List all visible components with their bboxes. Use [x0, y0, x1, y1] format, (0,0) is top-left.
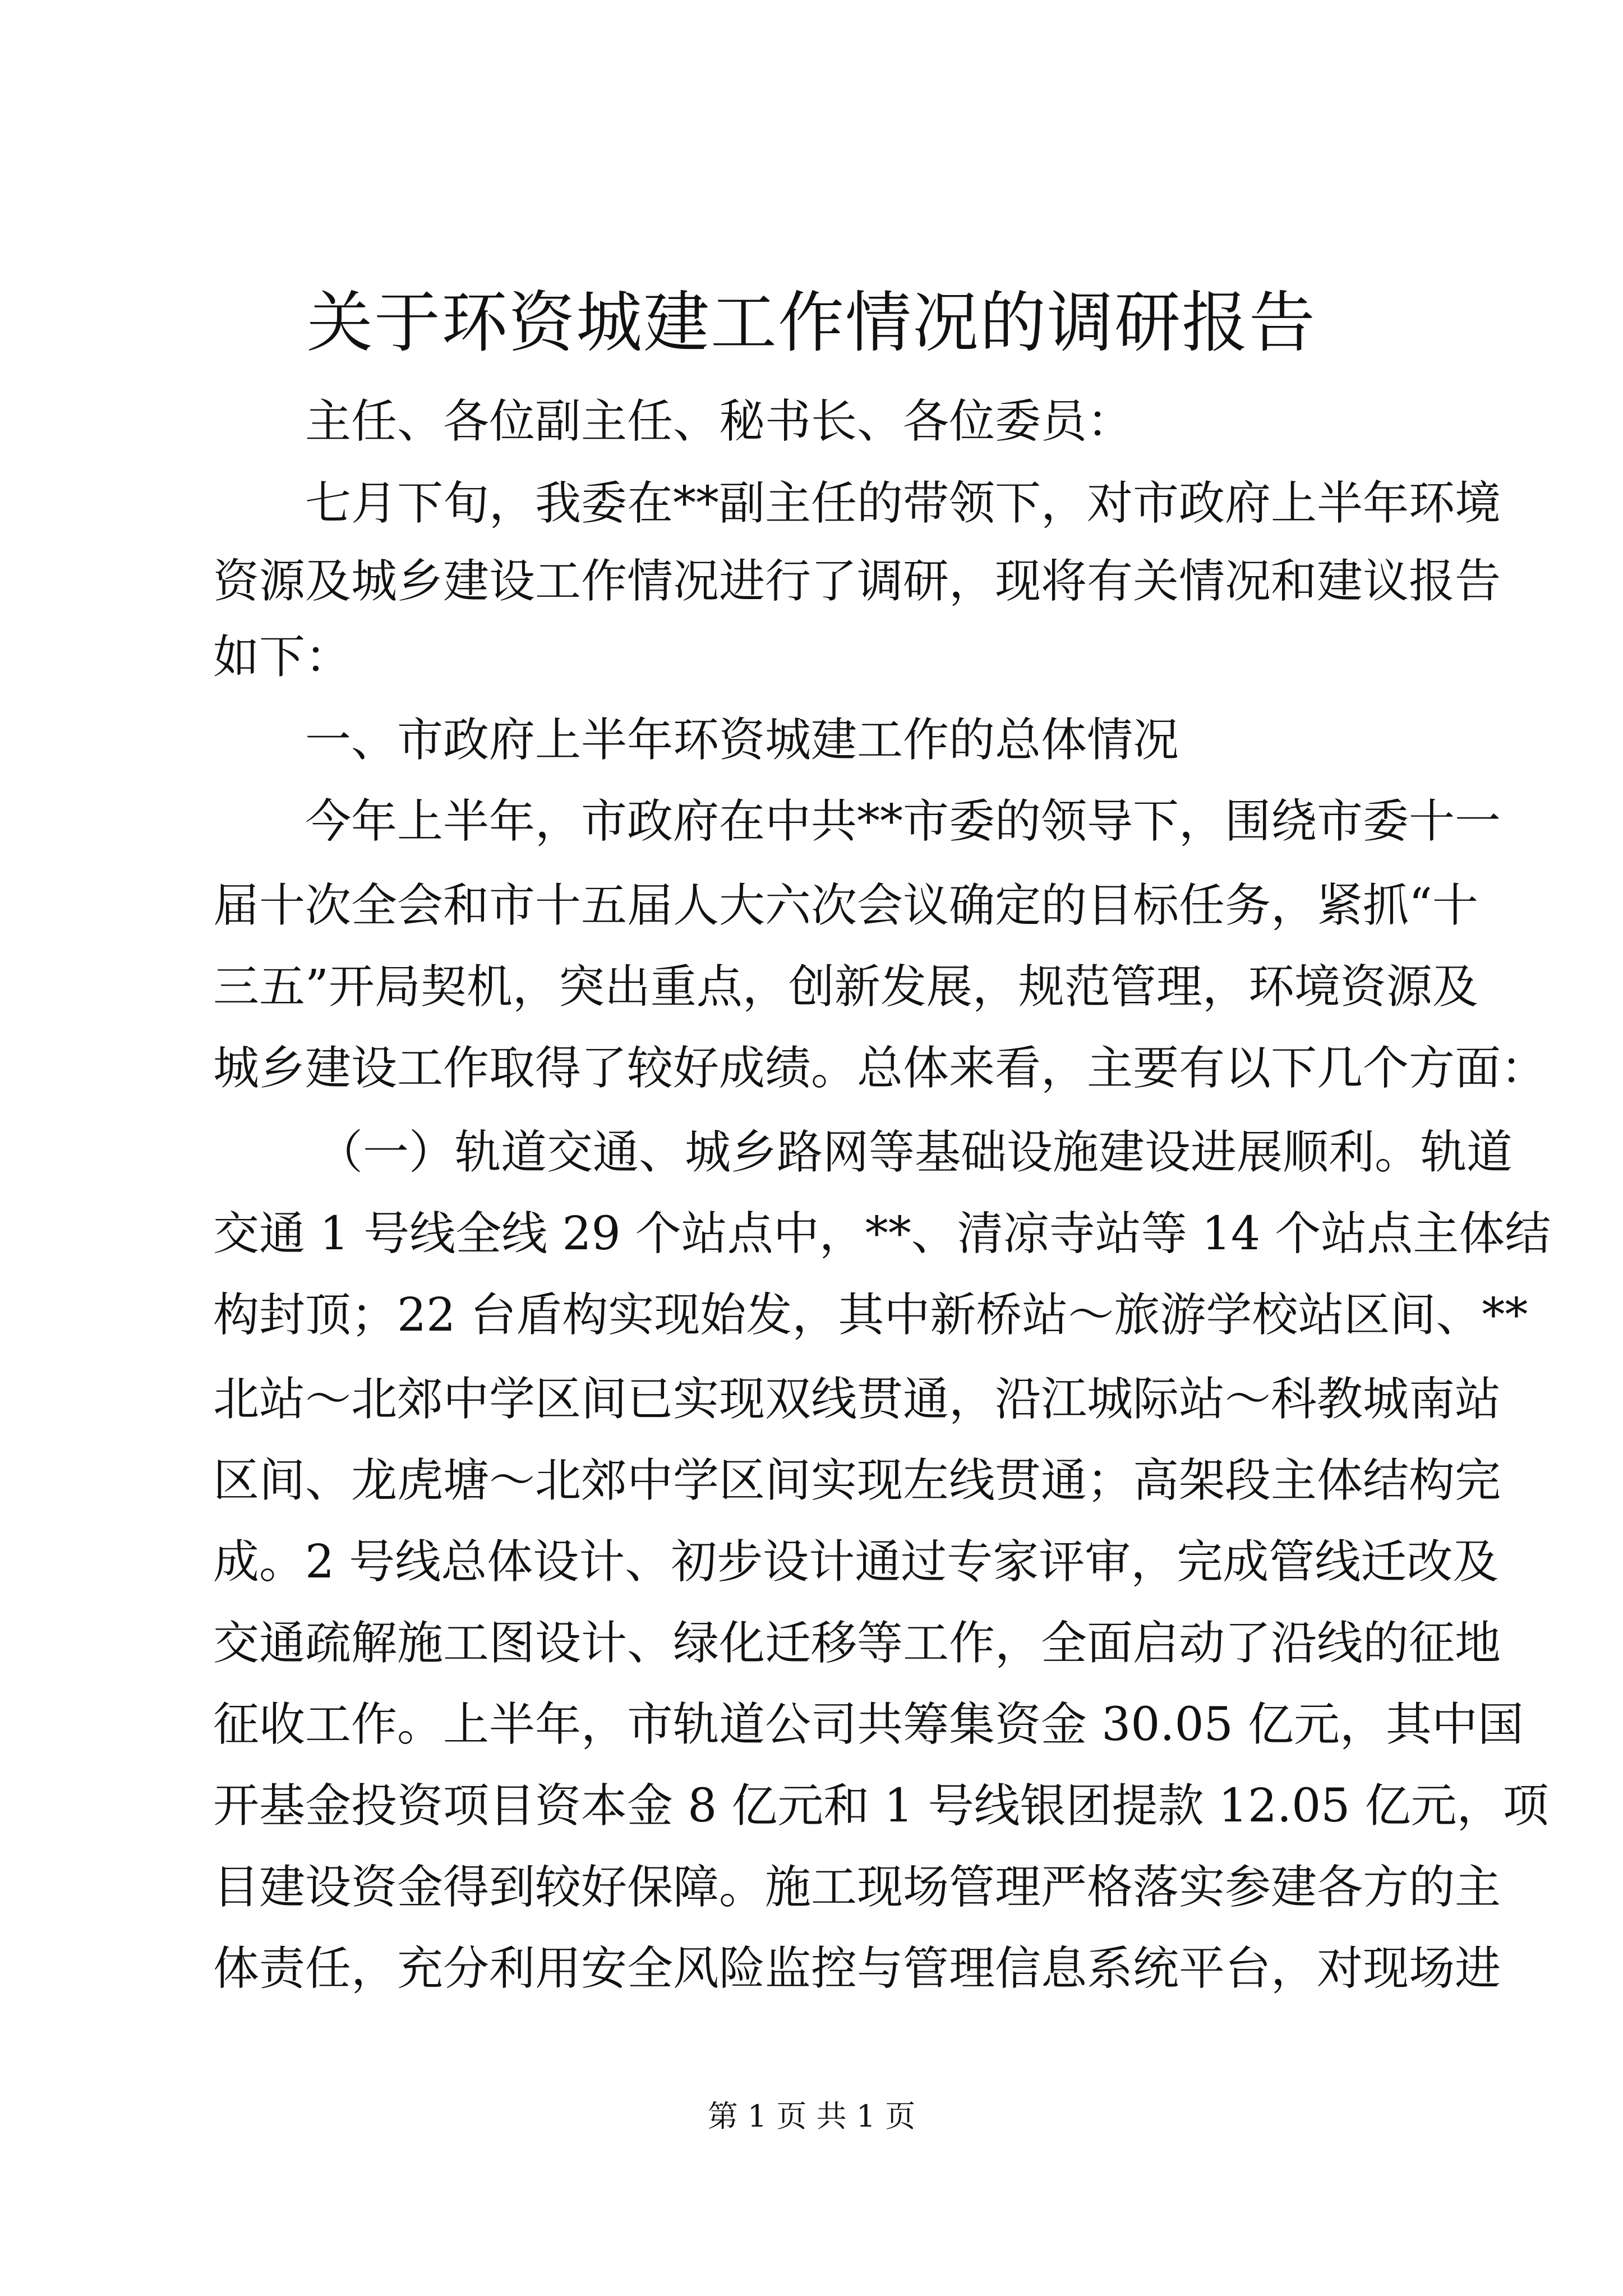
body-line: 七月下旬，我委在**副主任的带领下，对市政府上半年环境	[305, 477, 1501, 530]
body-line: 北站～北郊中学区间已实现双线贯通，沿江城际站～科教城南站	[213, 1373, 1501, 1426]
body-line: 今年上半年，市政府在中共**市委的领导下，围绕市委十一	[305, 795, 1501, 848]
body-line: 交通疏解施工图设计、绿化迁移等工作，全面启动了沿线的征地	[213, 1617, 1501, 1670]
section-heading: 一、市政府上半年环资城建工作的总体情况	[305, 714, 1179, 767]
body-line: 体责任，充分利用安全风险监控与管理信息系统平台，对现场进	[213, 1942, 1501, 1995]
subsection-line: （一）轨道交通、城乡路网等基础设施建设进展顺利。轨道	[317, 1126, 1513, 1179]
body-line: 三五”开局契机，突出重点，创新发展，规范管理，环境资源及	[213, 960, 1478, 1014]
body-line: 征收工作。上半年，市轨道公司共筹集资金 30.05 亿元，其中国	[213, 1698, 1524, 1751]
body-line: 资源及城乡建设工作情况进行了调研，现将有关情况和建议报告	[213, 555, 1501, 608]
body-line: 目建设资金得到较好保障。施工现场管理严格落实参建各方的主	[213, 1861, 1501, 1914]
body-line: 届十次全会和市十五届人大六次会议确定的目标任务，紧抓“十	[213, 879, 1478, 932]
salutation-line: 主任、各位副主任、秘书长、各位委员：	[305, 395, 1133, 448]
body-line: 成。2 号线总体设计、初步设计通过专家评审，完成管线迁改及	[213, 1535, 1499, 1589]
body-line: 区间、龙虎塘～北郊中学区间实现左线贯通；高架段主体结构完	[213, 1454, 1501, 1507]
document-title: 关于环资城建工作情况的调研报告	[306, 284, 1316, 361]
body-line: 城乡建设工作取得了较好成绩。总体来看，主要有以下几个方面：	[213, 1042, 1547, 1095]
body-line: 交通 1 号线全线 29 个站点中，**、清凉寺站等 14 个站点主体结	[213, 1207, 1551, 1260]
body-line: 开基金投资项目资本金 8 亿元和 1 号线银团提款 12.05 亿元，项	[213, 1779, 1549, 1833]
body-line: 构封顶；22 台盾构实现始发，其中新桥站～旅游学校站区间、**	[213, 1289, 1528, 1342]
page-footer: 第 1 页 共 1 页	[707, 2099, 916, 2134]
body-line: 如下：	[213, 631, 352, 684]
